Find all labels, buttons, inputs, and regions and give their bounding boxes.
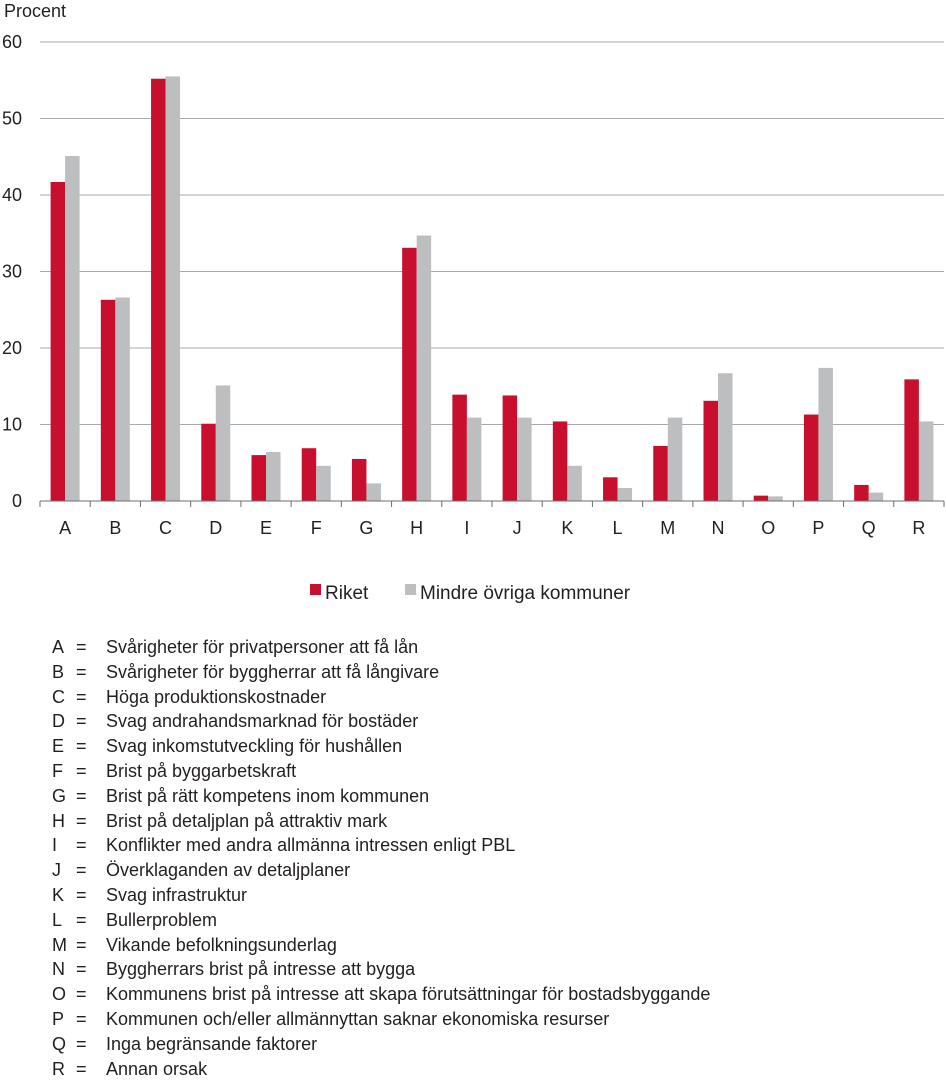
key-separator: = — [76, 711, 87, 732]
bar-riket-k — [553, 421, 568, 501]
key-item — [52, 734, 710, 759]
y-tick-label: 50 — [1, 108, 22, 129]
bar-riket-r — [904, 379, 919, 501]
x-tick-label: L — [612, 518, 623, 538]
bar-riket-o — [754, 496, 769, 501]
key-separator: = — [76, 1008, 87, 1029]
x-tick-label: B — [109, 518, 122, 538]
bar-riket-i — [452, 395, 467, 501]
key-description: Bullerproblem — [106, 909, 218, 930]
key-item — [52, 685, 710, 710]
key-separator: = — [76, 785, 87, 806]
bar-riket-n — [704, 401, 719, 501]
key-separator: = — [76, 959, 87, 980]
key-separator: = — [76, 909, 87, 930]
bar-mindre-ovriga-kommuner-a — [65, 156, 80, 501]
key-separator: = — [76, 661, 87, 682]
key-letter: K — [52, 884, 65, 905]
key-separator: = — [76, 1058, 87, 1079]
key-letter: H — [52, 810, 65, 831]
key-description: Konflikter med andra allmänna intressen enligt PBL — [106, 835, 516, 856]
key-letter: B — [52, 661, 65, 682]
key-description: Annan orsak — [106, 1058, 208, 1079]
bar-riket-h — [402, 248, 417, 501]
bar-riket-m — [653, 446, 668, 501]
key-item — [52, 957, 710, 982]
x-tick-label: G — [359, 518, 374, 538]
key-letter: M — [52, 934, 67, 955]
y-axis-title: Procent — [4, 1, 67, 21]
bar-riket-j — [503, 395, 517, 501]
key-separator: = — [76, 835, 87, 856]
bar-mindre-ovriga-kommuner-n — [718, 373, 733, 501]
x-tick-labels — [59, 518, 925, 538]
bar-mindre-ovriga-kommuner-h — [417, 236, 432, 501]
key-item — [52, 883, 710, 908]
bar-mindre-ovriga-kommuner-k — [567, 466, 582, 501]
key-item — [52, 809, 710, 834]
key-item — [52, 1032, 710, 1057]
bar-riket-p — [804, 415, 819, 501]
key-letter: I — [52, 835, 58, 856]
key-letter: D — [52, 711, 65, 732]
x-tick-label: O — [761, 518, 776, 538]
category-key — [52, 635, 710, 1081]
x-tick-label: H — [410, 518, 424, 538]
key-letter: C — [52, 686, 65, 707]
key-description: Inga begränsande faktorer — [106, 1033, 318, 1054]
bar-riket-c — [151, 79, 166, 501]
bar-riket-d — [201, 424, 216, 501]
key-separator: = — [76, 810, 87, 831]
key-description: Svårigheter för privatpersoner att få lån — [106, 637, 419, 657]
x-tick-label: C — [159, 518, 173, 538]
key-letter: N — [52, 959, 65, 980]
bar-mindre-ovriga-kommuner-m — [668, 418, 683, 501]
key-letter: O — [52, 984, 67, 1005]
bar-mindre-ovriga-kommuner-f — [316, 466, 331, 501]
key-letter: L — [52, 909, 63, 930]
x-tick-label: A — [59, 518, 72, 538]
x-tick-label: D — [209, 518, 223, 538]
key-description: Byggherrars brist på intresse att bygga — [106, 959, 416, 980]
key-item — [52, 982, 710, 1007]
key-item — [52, 660, 710, 685]
x-tick-label: K — [561, 518, 574, 538]
key-item — [52, 833, 710, 858]
key-description: Svårigheter för byggherrar att få långivare — [106, 661, 440, 682]
y-tick-label: 60 — [1, 32, 22, 52]
key-letter: E — [52, 736, 65, 757]
key-item — [52, 709, 710, 734]
key-letter: F — [52, 760, 63, 781]
key-separator: = — [76, 860, 87, 881]
bar-mindre-ovriga-kommuner-i — [467, 418, 482, 501]
key-description: Brist på rätt kompetens inom kommunen — [106, 785, 430, 806]
y-tick-label: 10 — [1, 414, 22, 435]
bar-mindre-ovriga-kommuner-j — [517, 418, 532, 501]
bar-mindre-ovriga-kommuner-o — [768, 496, 783, 501]
key-description: Brist på detaljplan på attraktiv mark — [106, 810, 388, 831]
legend-label: Riket — [325, 583, 369, 604]
key-item — [52, 759, 710, 784]
key-letter: G — [52, 785, 67, 806]
bar-mindre-ovriga-kommuner-p — [818, 368, 833, 501]
bar-riket-e — [252, 455, 267, 501]
key-description: Svag inkomstutveckling för hushållen — [106, 736, 403, 757]
key-description: Vikande befolkningsunderlag — [106, 934, 337, 955]
x-tick-label: R — [912, 518, 926, 538]
key-description: Kommunen och/eller allmännyttan saknar ekonomiska resurser — [106, 1008, 610, 1029]
key-item — [52, 933, 710, 958]
key-item — [52, 1007, 710, 1032]
bar-riket-f — [302, 448, 317, 501]
key-description: Kommunens brist på intresse att skapa förutsättningar för bostadsbyggande — [106, 984, 711, 1005]
key-separator: = — [76, 884, 87, 905]
bar-mindre-ovriga-kommuner-b — [115, 298, 130, 501]
bar-riket-b — [101, 300, 116, 501]
bar-mindre-ovriga-kommuner-c — [166, 76, 181, 501]
key-letter: R — [52, 1058, 65, 1079]
key-item — [52, 858, 710, 883]
y-tick-label: 0 — [11, 491, 22, 511]
x-tick-label: Q — [861, 518, 876, 538]
key-description: Överklaganden av detaljplaner — [106, 860, 351, 881]
key-separator: = — [76, 1033, 87, 1054]
key-separator: = — [76, 934, 87, 955]
key-description: Brist på byggarbetskraft — [106, 760, 297, 781]
x-tick-label: P — [812, 518, 825, 538]
key-separator: = — [76, 760, 87, 781]
legend-label: Mindre övriga kommuner — [420, 583, 631, 604]
bar-riket-q — [854, 485, 869, 501]
x-tick-label: J — [512, 518, 522, 538]
key-item — [52, 1057, 710, 1081]
bar-mindre-ovriga-kommuner-l — [618, 488, 633, 501]
bar-mindre-ovriga-kommuner-r — [919, 421, 934, 501]
key-item — [52, 635, 710, 660]
key-separator: = — [76, 686, 87, 707]
x-tick-label: I — [464, 518, 470, 538]
key-separator: = — [76, 637, 87, 657]
x-tick-label: F — [310, 518, 322, 538]
bar-mindre-ovriga-kommuner-q — [869, 493, 884, 501]
key-letter: J — [52, 860, 61, 881]
bar-riket-l — [603, 477, 618, 501]
key-description: Höga produktionskostnader — [106, 686, 327, 707]
y-tick-label: 40 — [1, 185, 22, 205]
legend-swatch-riket — [310, 584, 321, 595]
y-tick-labels — [2, 32, 22, 511]
key-description: Svag andrahandsmarknad för bostäder — [106, 711, 419, 732]
bar-riket-a — [51, 182, 66, 501]
bar-mindre-ovriga-kommuner-e — [266, 452, 281, 501]
bars — [51, 76, 934, 501]
bar-riket-g — [352, 459, 367, 501]
x-axis-ticks — [40, 501, 944, 507]
bar-mindre-ovriga-kommuner-g — [366, 483, 381, 501]
x-tick-label: E — [259, 518, 273, 538]
key-item — [52, 784, 710, 809]
key-letter: Q — [52, 1033, 67, 1054]
y-tick-label: 30 — [1, 261, 22, 282]
x-tick-label: M — [660, 518, 676, 538]
key-separator: = — [76, 736, 87, 757]
legend-swatch-mindre-ovriga-kommuner — [405, 584, 416, 595]
y-tick-label: 20 — [1, 338, 22, 358]
key-item — [52, 908, 710, 933]
key-letter: P — [52, 1008, 65, 1029]
key-separator: = — [76, 984, 87, 1005]
legend — [310, 583, 631, 604]
bar-mindre-ovriga-kommuner-d — [216, 385, 231, 501]
x-tick-label: N — [711, 518, 725, 538]
key-letter: A — [52, 637, 65, 657]
key-description: Svag infrastruktur — [106, 884, 248, 905]
